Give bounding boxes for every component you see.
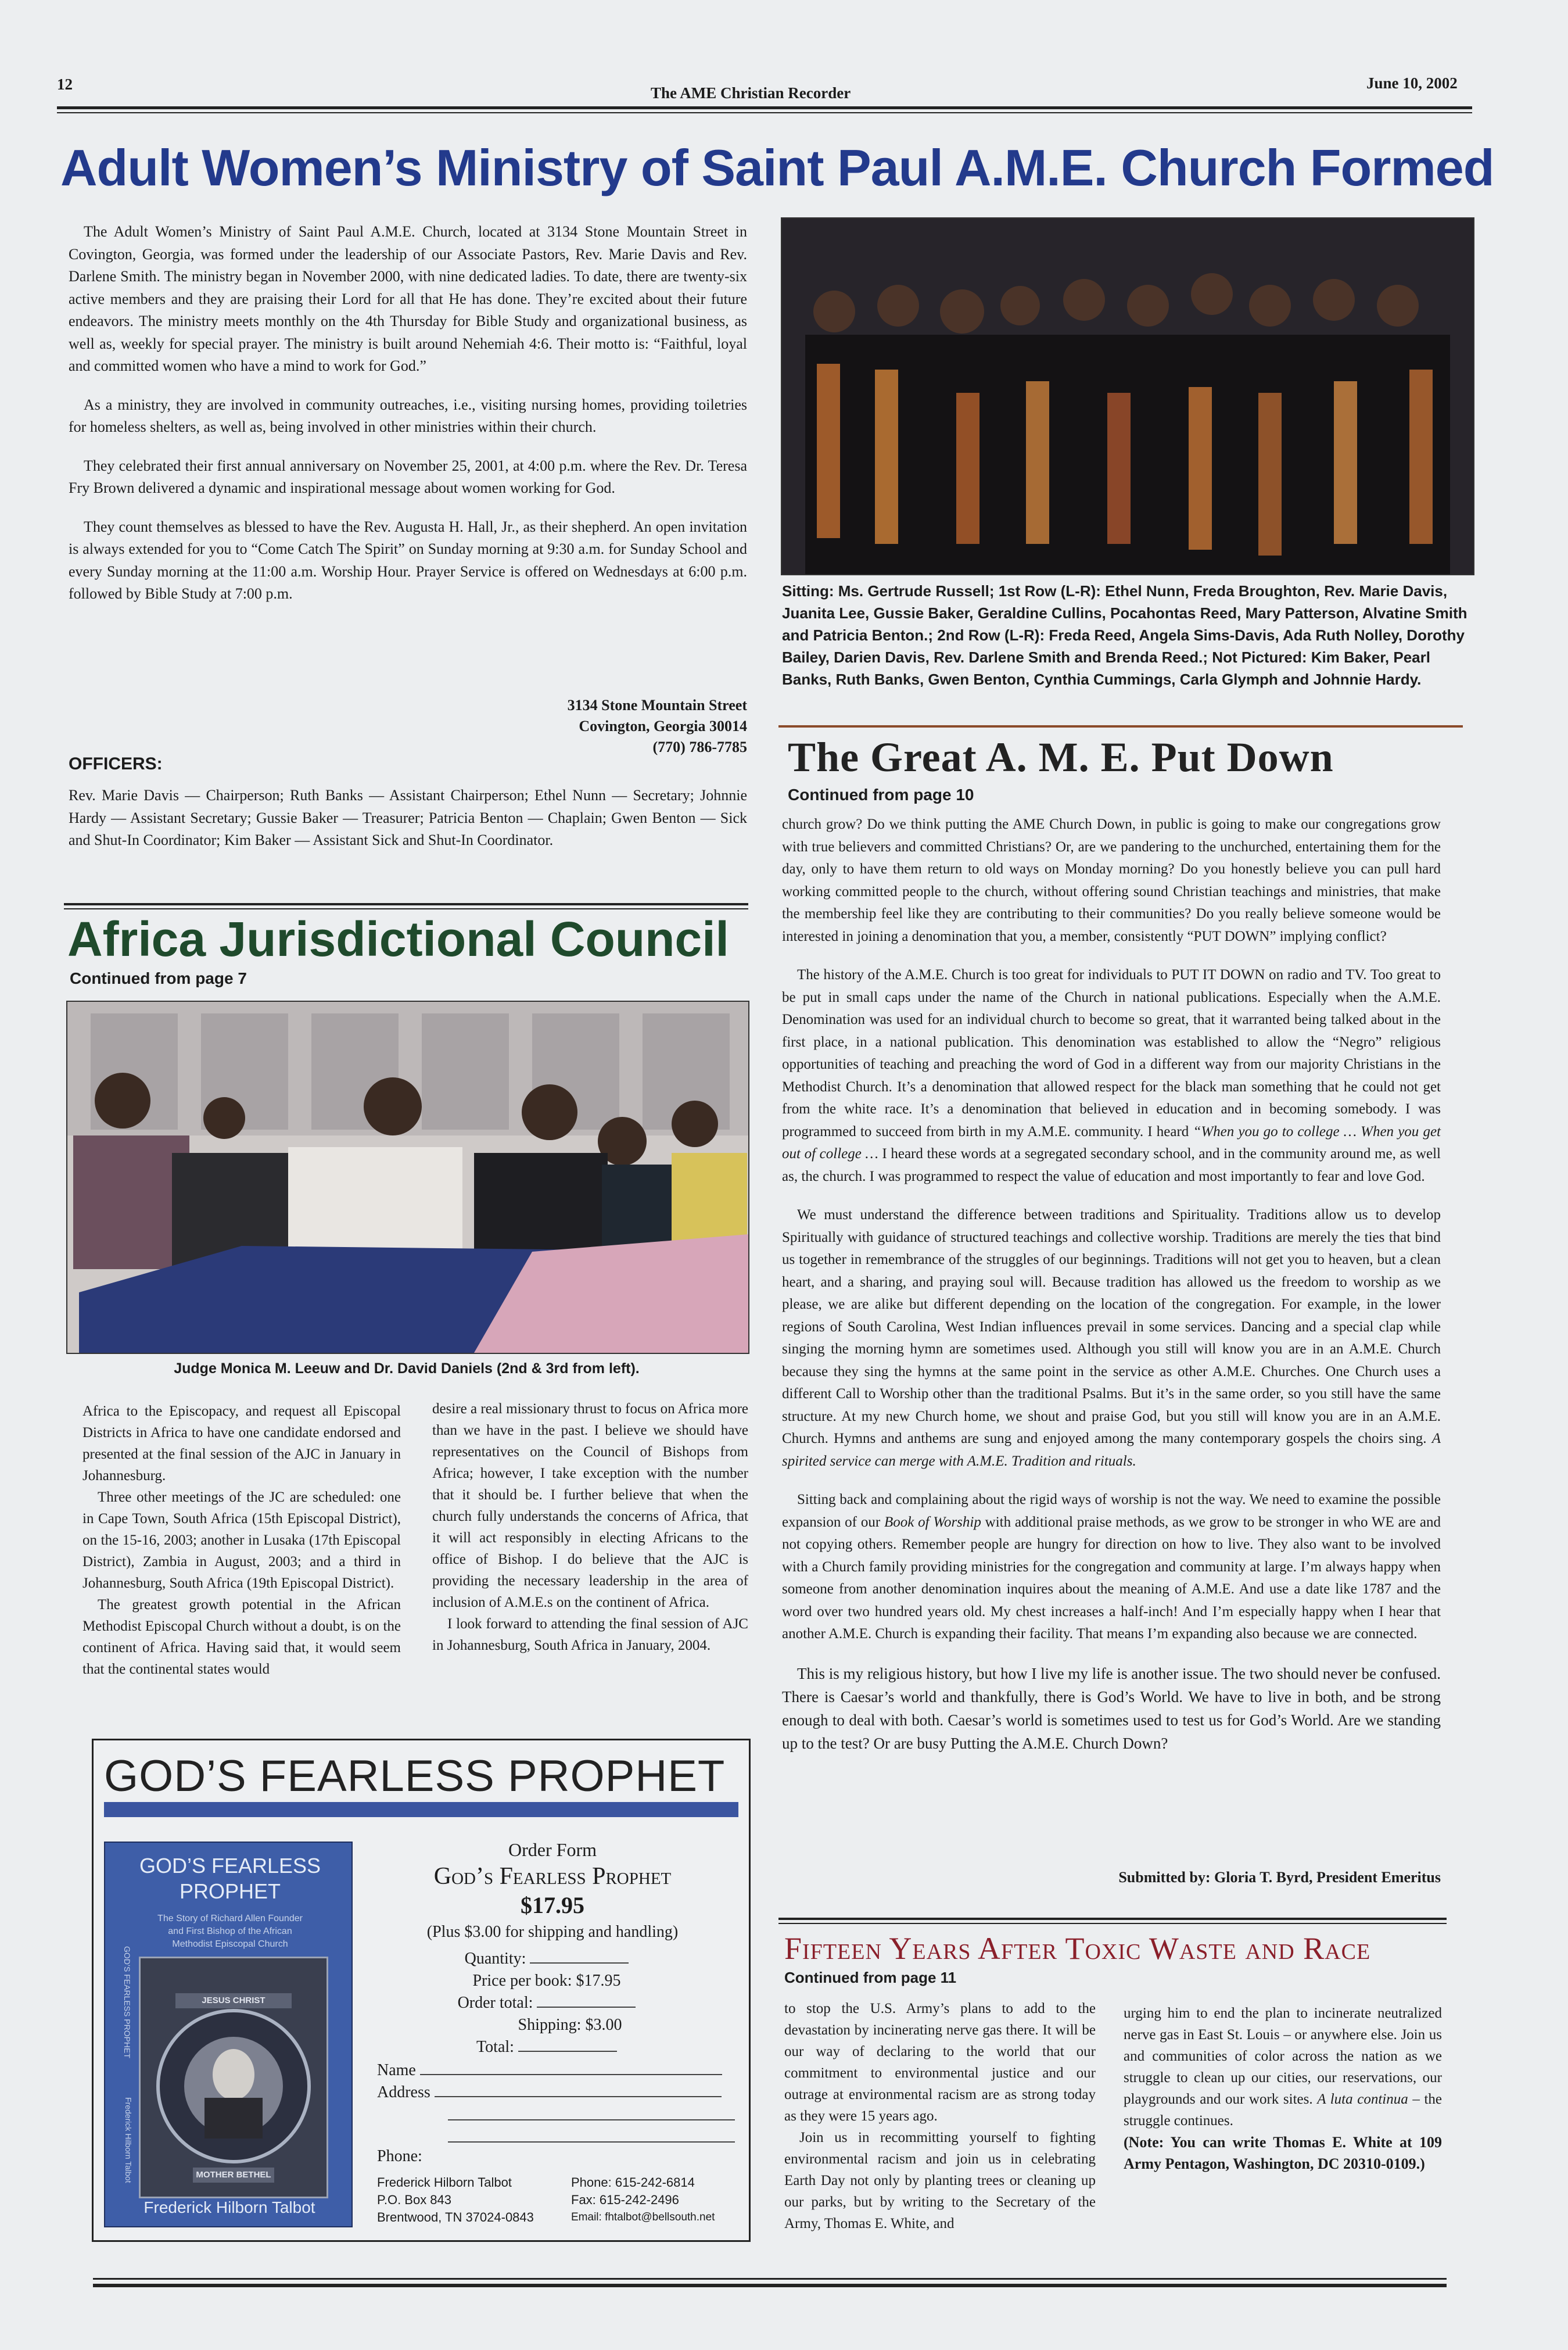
cover-spine-title: GOD’S FEARLESS PROPHET [123, 1946, 132, 2058]
women-paragraph: As a ministry, they are involved in community outreaches, i.e., visiting nursing homes, providing toiletries for homeless shelters, as well as, being involved in other ministries within their church. [69, 396, 747, 435]
africa-paragraph: The greatest growth potential in the African Methodist Episcopal Church without a doubt, is on the continent of Africa. Having said that, it would seem that the continental states would [82, 1597, 401, 1677]
footer-rule [93, 2278, 1447, 2280]
phone-label: Phone: [377, 2147, 422, 2165]
toxic-paragraph: Join us in recommitting yourself to fighting environmental racism and join us in celebrating Earth Day not only by planting trees or cleaning up our parks, but by writing to the Secretary of the Army, Thomas E. White, and [784, 2130, 1096, 2231]
address-street: 3134 Stone Mountain Street [567, 697, 747, 714]
address-field[interactable] [435, 2096, 722, 2097]
church-address [407, 695, 747, 758]
order-form-title: God’s Fearless Prophet [433, 1863, 672, 1890]
toxic-column-1 [784, 1998, 1096, 2234]
cover-author: Frederick Hilborn Talbot [143, 2198, 315, 2216]
africa-continued: Continued from page 7 [70, 969, 247, 987]
contact-address [377, 2174, 534, 2226]
masthead-rule-thin [57, 112, 1472, 113]
total-field[interactable] [518, 2051, 617, 2052]
africa-headline: Africa Jurisdictional Council [67, 912, 729, 966]
putdown-article [782, 814, 1441, 1767]
africa-paragraph: I look forward to attending the final session of AJC in Johannesburg, South Africa in January, 2004. [432, 1616, 748, 1653]
toxic-paragraph [1124, 2002, 1442, 2132]
page-number: 12 [57, 76, 73, 93]
women-paragraph: They celebrated their first annual anniversary on November 25, 2001, at 4:00 p.m. where the Rev. Dr. Teresa Fry Brown delivered a dynamic and inspirational message about women working for God. [69, 457, 747, 496]
order-total-row[interactable] [384, 1994, 709, 2012]
masthead-rule [57, 106, 1472, 109]
putdown-paragraph [782, 1204, 1441, 1473]
total-row[interactable] [384, 2038, 709, 2057]
address-city: Covington, Georgia 30014 [579, 718, 747, 735]
italic-sentence: A spirited service can merge with A.M.E. Tradition and rituals. [782, 1431, 1441, 1469]
putdown-paragraph: This is my religious history, but how I live my life is another issue. The two should never be confused. There is Caesar’s world and thankfully, there is God’s World. We have to live in both, and be strong enough to deal with both. Caesar’s world is sometimes used to test us for God’s World. Are we standing up to the test? Or are busy Putting the A.M.E. Church Down? [782, 1664, 1441, 1752]
women-headline: Adult Women’s Ministry of Saint Paul A.M.E. Church Formed [60, 139, 1494, 196]
order-form-label: Order Form [508, 1839, 597, 1860]
toxic-rule [778, 1918, 1447, 1920]
total-label: Total: [476, 2038, 514, 2056]
ad-title: GOD’S FEARLESS PROPHET [104, 1751, 726, 1801]
putdown-paragraph: church grow? Do we think putting the AME Church Down, in public is going to make our congregations grow with true believers and committed Christians? Or, are we pandering to the unchurched, entertaining them for the day, only to have them return to old ways on Monday morning? Do you honestly believe you can pull hard working committed people to the church, without offering sound Christian teachings and ministries, that make the membership feel like they are contributing to their communities? Do you really believe someone would be interested in joining a denomination that you, a member, consistently “PUT DOWN” implying conflict? [782, 816, 1441, 944]
contact-box: P.O. Box 843 [377, 2193, 452, 2207]
africa-column-1 [82, 1400, 401, 1680]
contact-name: Frederick Hilborn Talbot [377, 2175, 512, 2190]
issue-date: June 10, 2002 [1366, 74, 1458, 92]
putdown-paragraph [782, 1489, 1441, 1646]
putdown-headline: The Great A. M. E. Put Down [788, 734, 1334, 780]
contact-city: Brentwood, TN 37024-0843 [377, 2210, 534, 2224]
publication-name: The AME Christian Recorder [651, 84, 851, 102]
address-field-line-3[interactable] [448, 2141, 735, 2143]
address-phone: (770) 786-7785 [652, 739, 747, 755]
text-run: Sitting back and complaining about the rigid ways of worship is not the way. We need to examine the possible expansion of our [782, 1492, 1441, 1530]
africa-paragraph: Africa to the Episcopacy, and request all Episcopal Districts in Africa to have one candidate endorsed and presented at the final session of the AJC in January in Johannesburg. [82, 1403, 401, 1484]
name-label: Name [377, 2061, 416, 2079]
address-field-line-2[interactable] [448, 2119, 735, 2120]
address-label: Address [377, 2083, 430, 2101]
stained-glass-art [139, 1957, 328, 2198]
book-of-worship: Book of Worship [884, 1514, 981, 1530]
contact-email: Email: fhtalbot@bellsouth.net [571, 2211, 715, 2223]
text-run: with additional praise methods, as we grow to be stronger in who WE are and not copying others. Remember people are hungry for direction on how to live. They also want to be involved with a Church family providing ministries for the congregation and community at large. I’m always happy when someone from another denomination inquires about the meaning of A.M.E. And use a date like 1787 and the word over two hundred years old. My chest increases a half-inch! And I’m especially happy when I hear that another A.M.E. Church is expanding their facility. That means I’m expanding also because we are connected. [782, 1514, 1441, 1642]
text-run: The history of the A.M.E. Church is too great for individuals to PUT IT DOWN on radio and TV. Too great to be put in small caps under the name of the Church in national publications. Especially when the A.M.E. Denomination was used for an individual church to become so great, that it warranted being talked about in the first place, in a national publication. This denomination was established to allow the “Negro” religious opportunities of teaching and preaching the word of God in a different way from our majority Christians in the Methodist Church. It’s a denomination that allowed respect for the black man something that he could not get from the white race. It’s a denomination that believed in education and in becoming somebody. I was programmed to succeed from birth in my A.M.E. community. I heard [782, 967, 1441, 1140]
putdown-rule [778, 725, 1463, 728]
africa-council-photo [66, 1001, 749, 1354]
cover-title: GOD’S FEARLESS PROPHET [139, 1854, 321, 1903]
text-run: – the struggle continues. [1124, 2091, 1443, 2129]
putdown-paragraph [782, 964, 1441, 1188]
toxic-headline: Fifteen Years After Toxic Waste and Race [784, 1931, 1371, 1966]
council-meeting [67, 1002, 748, 1353]
order-total-label: Order total: [457, 1994, 533, 2012]
toxic-column-2 [1124, 2002, 1442, 2175]
ad-title-bar [104, 1802, 738, 1817]
africa-rule-thin [64, 908, 748, 909]
phone-row[interactable] [377, 2147, 731, 2166]
price-per-book: Price per book: $17.95 [472, 1972, 621, 1990]
quantity-field[interactable] [530, 1962, 629, 1964]
women-group-photo [781, 217, 1474, 575]
toxic-continued: Continued from page 11 [784, 1969, 957, 1986]
order-price: $17.95 [521, 1892, 584, 1918]
order-total-field[interactable] [537, 2007, 636, 2008]
book-cover [104, 1842, 353, 2227]
contact-details [571, 2174, 715, 2226]
shipping-amount: Shipping: $3.00 [518, 2016, 622, 2034]
contact-fax: Fax: 615-242-2496 [571, 2193, 679, 2207]
quoted-words: “When you go to college … When you get out of college … [782, 1123, 1441, 1162]
women-paragraph: They count themselves as blessed to have the Rev. Augusta H. Hall, Jr., as their shepherd. An open invitation is always extended for you to “Come Catch The Spirit” on Sunday morning at 9:30 a.m. for Sunday School and every Sunday morning at the 11:00 a.m. Worship Hour. Prayer Service is offered on Wednesdays at 6:00 p.m. followed by Bible Study at 7:00 p.m. [69, 518, 747, 602]
text-run: I heard these words at a segregated secondary school, and in the community around me, as well as, the church. I was programmed to respect the value of education and most importantly to fear and love God. [782, 1146, 1441, 1184]
officers-list: Rev. Marie Davis — Chairperson; Ruth Banks — Assistant Chairperson; Ethel Nunn — Secretary; Johnnie Hardy — Assistant Secretary; Gussie Baker — Treasurer; Patricia Benton — Chaplain; Gwen Benton — Sick and Shut-In Coordinator; Kim Baker — Assistant Sick and Shut-In Coordinator. [69, 787, 747, 848]
africa-paragraph: Three other meetings of the JC are scheduled: one in Cape Town, South Africa (15th Episcopal District), on the 15-16, 2003; another in Lusaka (17th Episcopal District), Zambia in August, 2003; and a third in Johannesburg, South Africa (19th Episcopal District). [82, 1489, 401, 1591]
italic-phrase: A luta continua [1317, 2091, 1408, 2107]
book-ad [92, 1739, 751, 2242]
address-row[interactable] [377, 2083, 731, 2102]
africa-rule [64, 903, 748, 905]
africa-column-2 [432, 1398, 748, 1656]
women-paragraph: The Adult Women’s Ministry of Saint Paul A.M.E. Church, located at 3134 Stone Mountain Street in Covington, Georgia, was formed under the leadership of our Associate Pastors, Rev. Marie Davis and Rev. Darlene Smith. The ministry began in November 2000, with nine dedicated ladies. To date, there are twenty-six active members and they are praising their Lord for all that He has done. They’re excited about their future endeavors. The ministry meets monthly on the 4th Thursday for Bible Study and organizational business, as well as, weekly for special prayer. The ministry is built around Nehemiah 4:6. Their motto is: “Faithful, loyal and committed women who have a mind to work for God.” [69, 223, 747, 374]
toxic-paragraph: to stop the U.S. Army’s plans to add to the devastation by incinerating nerve gas there. It will be our way of declaring to the world that our commitment to environmental justice and our outrage at environmental racism are as strong today as they were 15 years ago. [784, 2001, 1096, 2124]
cover-spine-author: Frederick Hilborn Talbot [124, 2097, 133, 2183]
footer-rule-thick [93, 2284, 1447, 2287]
toxic-note: (Note: You can write Thomas E. White at 109 Army Pentagon, Washington, DC 20310-0109.) [1124, 2134, 1442, 2172]
choir-figures [782, 218, 1473, 574]
contact-phone: Phone: 615-242-6814 [571, 2175, 695, 2190]
officers-label: OFFICERS: [69, 754, 163, 773]
africa-photo-caption: Judge Monica M. Leeuw and Dr. David Daniels (2nd & 3rd from left). [174, 1360, 640, 1377]
order-shipping-note: (Plus $3.00 for shipping and handling) [426, 1923, 679, 1941]
women-photo-caption: Sitting: Ms. Gertrude Russell; 1st Row (L-R): Ethel Nunn, Freda Broughton, Rev. Marie Davis, Juanita Lee, Gussie Baker, Geraldine Cullins, Pocahontas Reed, Mary Patterson, Alvatine Smith and Patricia Benton.; 2nd Row (L-R): Freda Reed, Angela Sims-Davis, Ada Ruth Nolley, Dorothy Bailey, Darien Davis, Rev. Darlene Smith and Brenda Reed.; Not Pictured: Kim Baker, Pearl Banks, Ruth Banks, Gwen Benton, Cynthia Cummings, Carla Glymph and Johnnie Hardy. [782, 582, 1467, 688]
quantity-row[interactable] [384, 1950, 709, 1968]
window-banner-bottom: MOTHER BETHEL [196, 2170, 271, 2180]
text-run: urging him to end the plan to incinerate neutralized nerve gas in East St. Louis – or anywhere else. Join us and communities of color across the nation as we struggle to clean up our cities, our reservations, our playgrounds and our work sites. [1124, 2005, 1442, 2107]
women-article [69, 221, 747, 614]
window-banner-top: JESUS CHRIST [202, 1996, 265, 2005]
toxic-rule-thin [778, 1923, 1447, 1924]
quantity-label: Quantity: [464, 1950, 526, 1968]
name-field[interactable] [420, 2074, 722, 2075]
name-row[interactable] [377, 2061, 731, 2080]
putdown-continued: Continued from page 10 [788, 786, 974, 804]
cover-subtitle: The Story of Richard Allen Founder and First Bishop of the African Methodist Episcopal Church [157, 1914, 303, 1949]
putdown-signature: Submitted by: Gloria T. Byrd, President Emeritus [1118, 1869, 1441, 1886]
africa-paragraph: desire a real missionary thrust to focus on Africa more than we have in the past. I believe we should have representatives on the Council of Bishops from Africa; however, I take exception with the number that it should be. I further believe that when the church fully understands the concerns of Africa, that it will act responsibly in electing Africans to the office of Bishop. I do believe that the AJC is providing the necessary leadership in the area of inclusion of A.M.E.s on the continent of Africa. [432, 1401, 748, 1610]
text-run: We must understand the difference between traditions and Spirituality. Traditions allow us to develop Spiritually with guidance of structured teachings and collective worship. Traditions are merely the ties that bind us together in remembrance of the struggles of our beginnings. Traditions will not get you to heaven, but a clean heart, and a sharing, and praying soul will. Because tradition has allowed us the freedom to worship as we please, we are alike but different depending on the location of the congregation. For example, in the lower regions of South Carolina, West Indian influences prevail in some services. Dancing and a special clap while singing the morning hymn are sometimes used. Although you still will know you are in an A.M.E. Church because they sing the hymns at the same point in the service as other A.M.E. Churches. One Church uses a different Call to Worship other than the traditional Psalms. But it’s in the same order, so you still have the same structure. At my new Church home, we shout and praise God, but you still will know you are in an A.M.E. Church. Hymns and anthems are sung and enjoyed among the many contemporary gospels the choirs sing. [782, 1207, 1441, 1446]
